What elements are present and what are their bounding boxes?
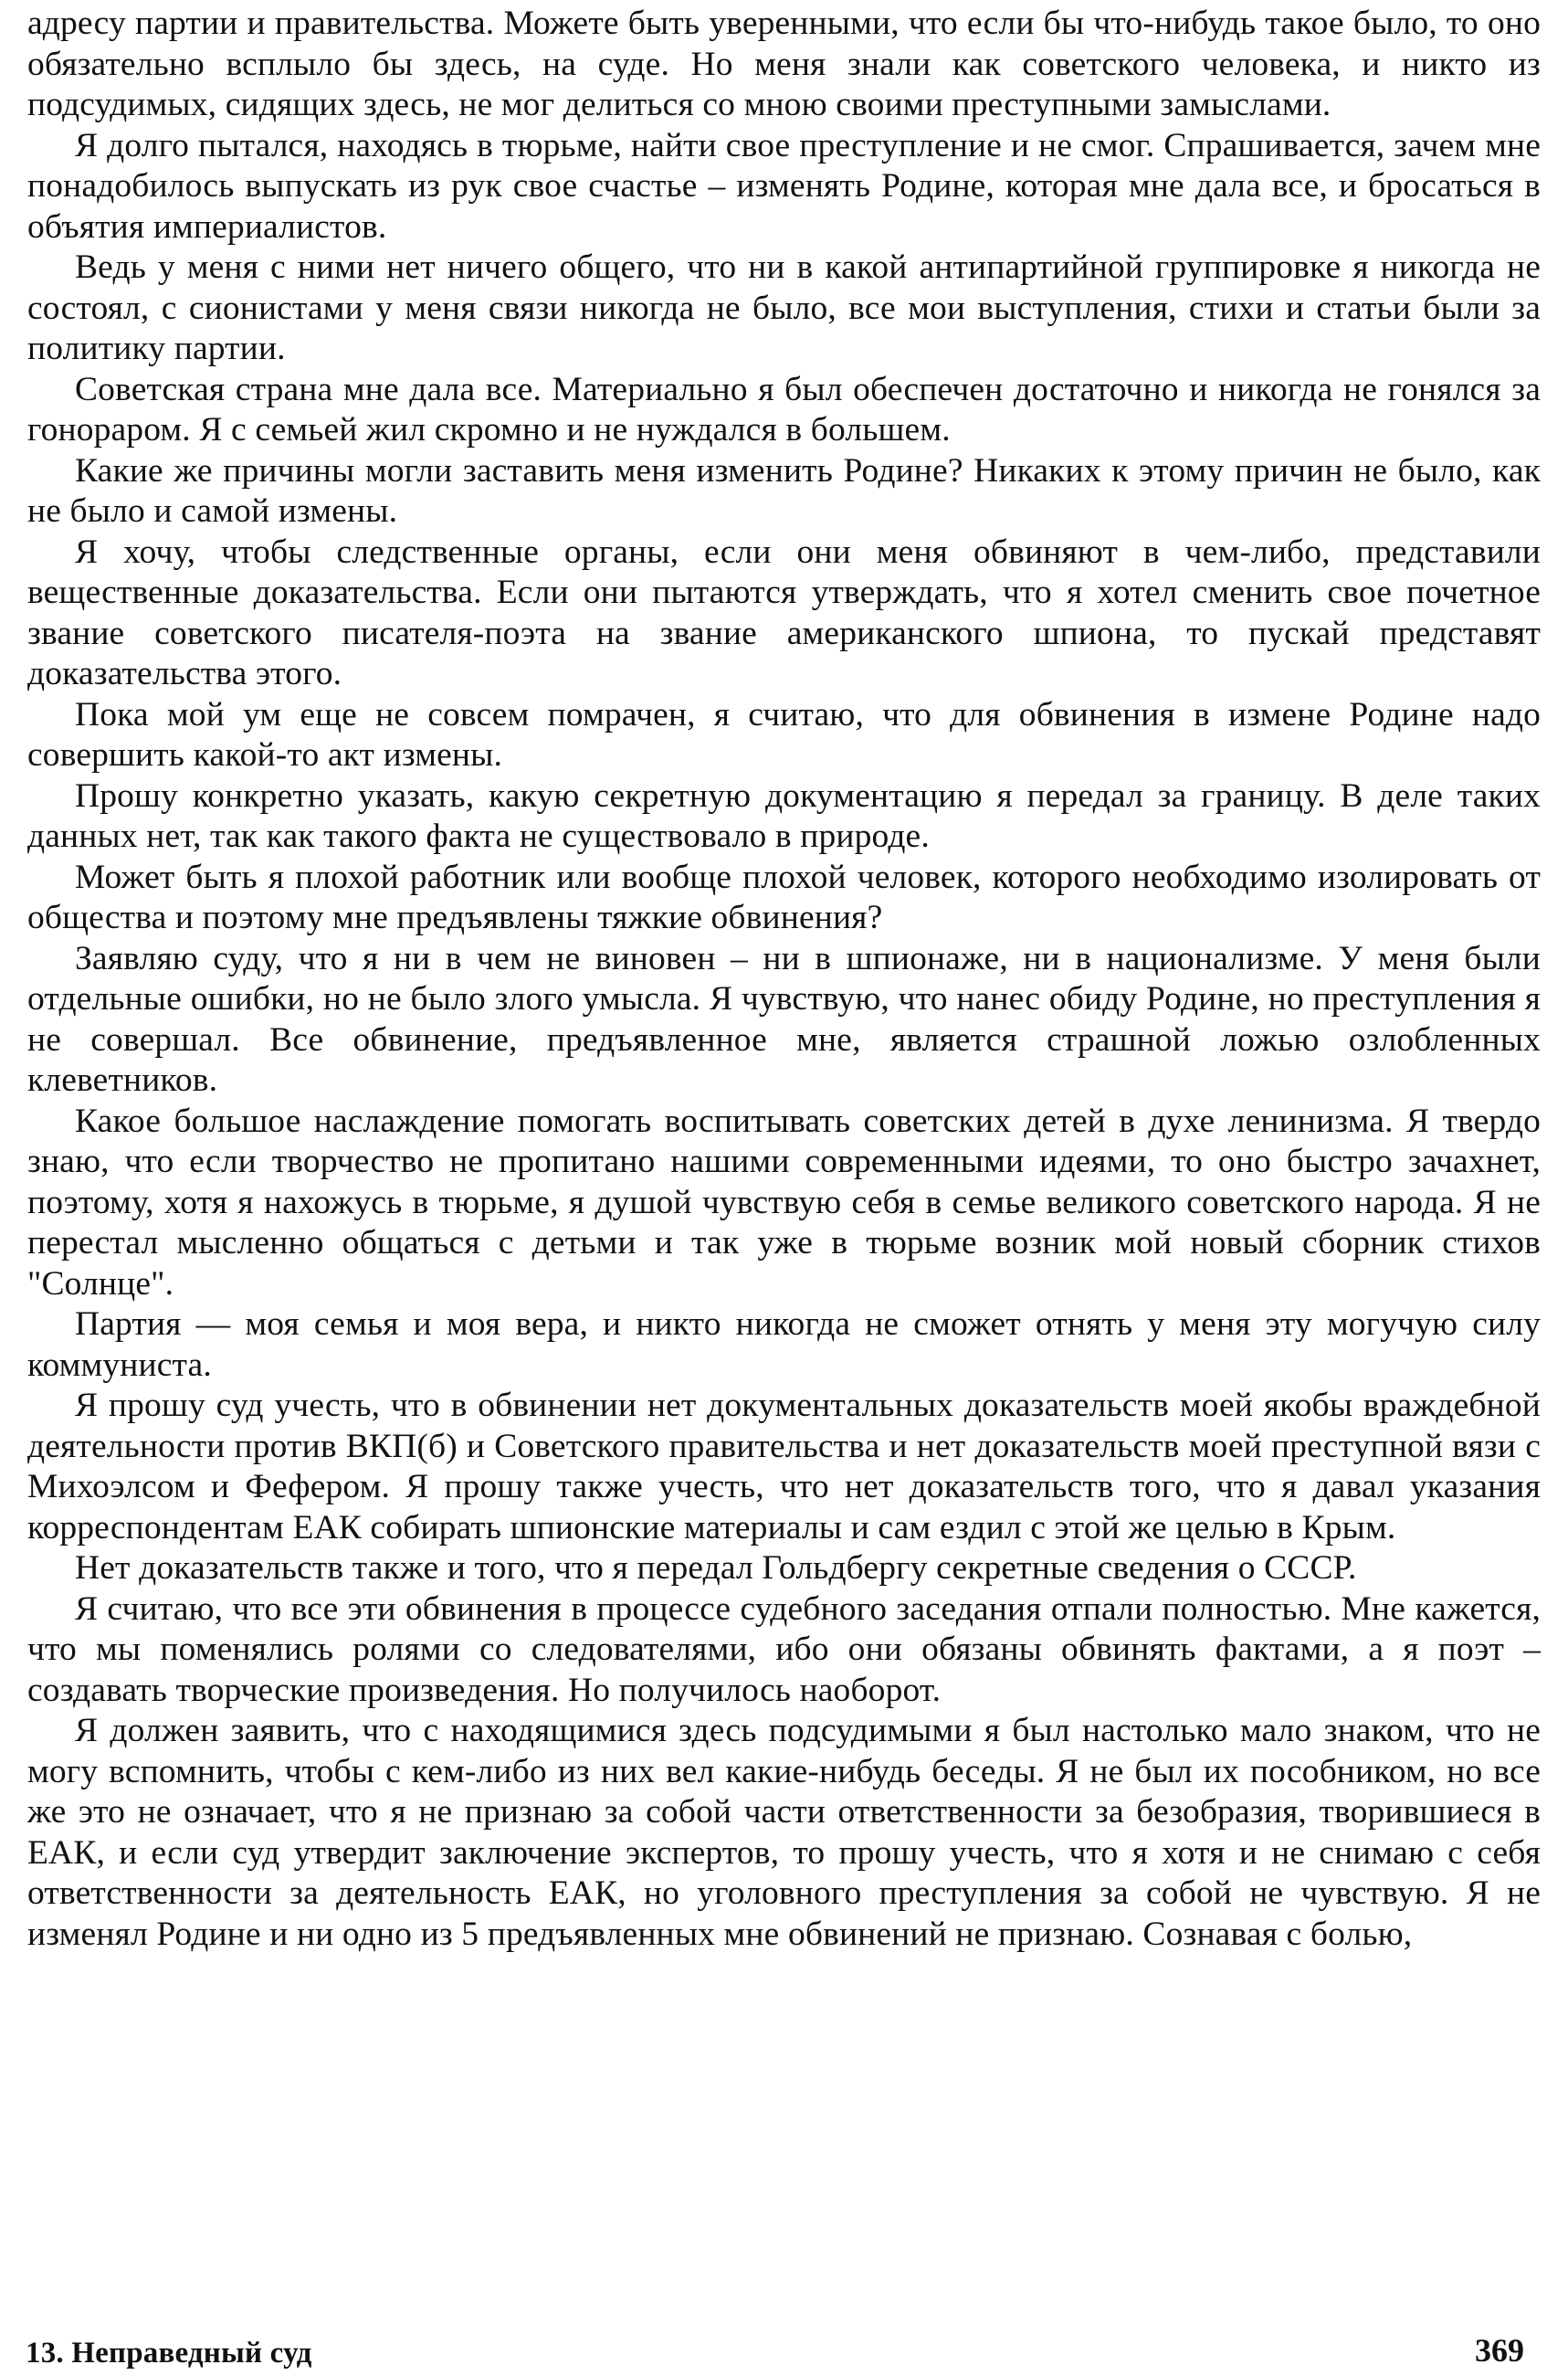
paragraph: Я прошу суд учесть, что в обвинении нет документальных доказательств моей якобы враждебной деятельности против ВКП(б) и Советского правительства и нет доказательств моей преступной вязи с Михоэлсом и Фефером. Я прошу также учесть, что нет доказательств того, что я давал указания корреспондентам ЕАК собирать шпионские материалы и сам ездил с этой же целью в Крым. xyxy=(27,1387,1541,1546)
paragraph: Какое большое наслаждение помогать воспитывать советских детей в духе ленинизма. Я твердо знаю, что если творчество не пропитано нашими современными идеями, то оно быстро зачахнет, поэтому, хотя я нахожусь в тюрьме, я душой чувствую себя в семье великого советского народа. Я не перестал мысленно общаться с детьми и так уже в тюрьме возник мой новый сборник стихов "Солнце". xyxy=(27,1102,1541,1303)
paragraph: Я должен заявить, что с находящимися здесь подсудимыми я был настолько мало знаком, что не могу вспомнить, чтобы с кем-либо из них вел какие-нибудь беседы. Я не был их пособником, но все же это не означает, что я не признаю за собой части ответственности за безобразия, творившиеся в ЕАК, и если суд утвердит заключение экспертов, то прошу учесть, что я хотя и не снимаю с себя ответственности за деятельность ЕАК, но уголовного преступления за собой не чувствую. Я не изменял Родине и ни одно из 5 предъявленных мне обвинений не признаю. Сознавая с болью, xyxy=(27,1712,1541,1953)
paragraph: Пока мой ум еще не совсем помрачен, я считаю, что для обвинения в измене Родине надо совершить какой-то акт измены. xyxy=(27,695,1541,774)
page-number: 369 xyxy=(1475,2332,1524,2369)
paragraph: Прошу конкретно указать, какую секретную документацию я передал за границу. В деле таких данных нет, так как такого факта не существовало в природе. xyxy=(27,776,1541,855)
paragraph: Партия — моя семья и моя вера, и никто никогда не сможет отнять у меня эту могучую силу коммуниста. xyxy=(27,1305,1541,1384)
paragraph: Я считаю, что все эти обвинения в процессе судебного заседания отпали полностью. Мне кажется, что мы поменялись ролями со следователями, ибо они обязаны обвинять фактами, а я поэт – создавать творческие произведения. Но получилось наоборот. xyxy=(27,1589,1541,1709)
paragraph: Ведь у меня с ними нет ничего общего, что ни в какой антипартийной группировке я никогда не состоял, с сионистами у меня связи никогда не было, все мои выступления, стихи и статьи были за политику партии. xyxy=(27,248,1541,367)
paragraph: Я долго пытался, находясь в тюрьме, найти свое преступление и не смог. Спрашивается, зачем мне понадобилось выпускать из рук свое счастье – изменять Родине, которая мне дала все, и бросаться в объятия империалистов. xyxy=(27,126,1541,246)
paragraph: Советская страна мне дала все. Материально я был обеспечен достаточно и никогда не гонялся за гонораром. Я с семьей жил скромно и не нуждался в большем. xyxy=(27,370,1541,449)
paragraph: адресу партии и правительства. Можете быть уверенными, что если бы что-нибудь такое было, то оно обязательно всплыло бы здесь, на суде. Но меня знали как советского человека, и никто из подсудимых, сидящих здесь, не мог делиться со мною своими преступными замыслами. xyxy=(27,5,1541,123)
paragraph: Нет доказательств также и того, что я передал Гольдбергу секретные сведения о СССР. xyxy=(75,1549,1357,1587)
paragraph: Какие же причины могли заставить меня изменить Родине? Никаких к этому причин не было, как не было и самой измены. xyxy=(27,451,1541,530)
chapter-footer: 13. Неправедный суд xyxy=(26,2337,312,2370)
paragraph: Может быть я плохой работник или вообще плохой человек, которого необходимо изолировать от общества и поэтому мне предъявлены тяжкие обвинения? xyxy=(27,858,1541,936)
paragraph: Заявляю суду, что я ни в чем не виновен – ни в шпионаже, ни в национализме. У меня были отдельные ошибки, но не было злого умысла. Я чувствую, что нанес обиду Родине, но преступления я не совершал. Все обвинение, предъявленное мне, является страшной ложью озлобленных клеветников. xyxy=(27,939,1541,1099)
paragraph: Я хочу, чтобы следственные органы, если они меня обвиняют в чем-либо, представили вещественные доказательства. Если они пытаются утверждать, что я хотел сменить свое почетное звание советского писателя-поэта на звание американского шпиона, то пускай представят доказательства этого. xyxy=(27,533,1541,692)
body-text xyxy=(27,4,1541,1955)
